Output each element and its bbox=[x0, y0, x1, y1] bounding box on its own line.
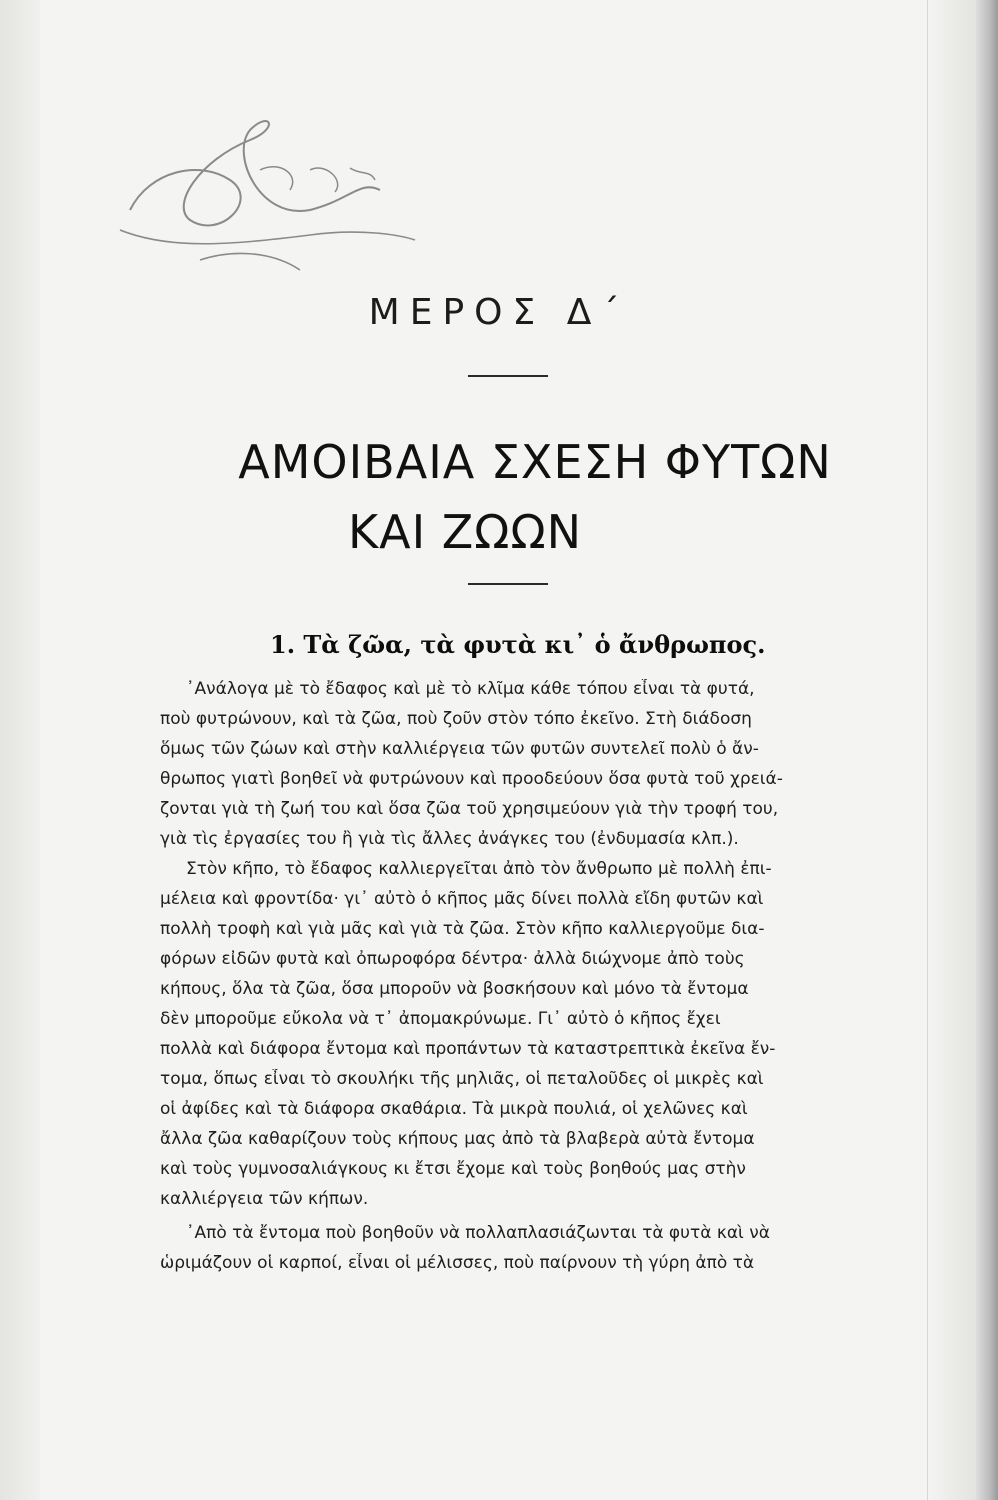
book-spine-edge bbox=[976, 0, 998, 1500]
body-line: κήπους, ὅλα τὰ ζῶα, ὅσα μποροῦν νὰ βοσκήσουν καὶ μόνο τὰ ἔντομα bbox=[160, 979, 749, 999]
body-line: πολλὴ τροφὴ καὶ γιὰ μᾶς καὶ γιὰ τὰ ζῶα. Στὸν κῆπο καλλιεργοῦμε δια- bbox=[160, 919, 765, 939]
divider-rule bbox=[468, 375, 548, 377]
body-line: ποὺ φυτρώνουν, καὶ τὰ ζῶα, ποὺ ζοῦν στὸν τόπο ἐκεῖνο. Στὴ διάδοση bbox=[160, 709, 752, 729]
body-line: ᾽Ανάλογα μὲ τὸ ἔδαφος καὶ μὲ τὸ κλῖμα κάθε τόπου εἶναι τὰ φυτά, bbox=[186, 679, 755, 699]
page-left-edge bbox=[0, 0, 40, 1500]
body-line: πολλὰ καὶ διάφορα ἔντομα καὶ προπάντων τὰ καταστρεπτικὰ ἐκεῖνα ἔν- bbox=[160, 1039, 776, 1059]
body-line: γιὰ τὶς ἐργασίες του ἢ γιὰ τὶς ἄλλες ἀνάγκες του (ἐνδυμασία κλπ.). bbox=[160, 829, 739, 849]
body-line: ὡριμάζουν οἱ καρποί, εἶναι οἱ μέλισσες, ποὺ παίρνουν τὴ γύρη ἀπὸ τὰ bbox=[160, 1253, 755, 1273]
body-line: ζονται γιὰ τὴ ζωή του καὶ ὅσα ζῶα τοῦ χρησιμεύουν γιὰ τὴν τροφή του, bbox=[160, 799, 779, 819]
body-line: θρωπος γιατὶ βοηθεῖ νὰ φυτρώνουν καὶ προοδεύουν ὅσα φυτὰ τοῦ χρειά- bbox=[160, 769, 783, 789]
main-title-line-1: ΑΜΟΙΒΑΙΑ ΣΧΕΣΗ ΦΥΤΩΝ bbox=[238, 435, 832, 489]
body-line: ὅμως τῶν ζώων καὶ στὴν καλλιέργεια τῶν φυτῶν συντελεῖ πολὺ ὁ ἄν- bbox=[160, 739, 759, 759]
body-line: ᾽Απὸ τὰ ἔντομα ποὺ βοηθοῦν νὰ πολλαπλασιάζωνται τὰ φυτὰ καὶ νὰ bbox=[186, 1223, 770, 1243]
body-line: μέλεια καὶ φροντίδα· γι᾽ αὐτὸ ὁ κῆπος μᾶς δίνει πολλὰ εἴδη φυτῶν καὶ bbox=[160, 889, 764, 909]
body-line: καλλιέργεια τῶν κήπων. bbox=[160, 1189, 369, 1209]
body-line: φόρων εἰδῶν φυτὰ καὶ ὀπωροφόρα δέντρα· ἀλλὰ διώχνομε ἀπὸ τοὺς bbox=[160, 949, 745, 969]
body-line: καὶ τοὺς γυμνοσαλιάγκους κι ἔτσι ἔχομε καὶ τοὺς βοηθούς μας στὴν bbox=[160, 1159, 746, 1179]
handwritten-signature bbox=[110, 100, 430, 290]
body-line: οἱ ἀφίδες καὶ τὰ διάφορα σκαθάρια. Τὰ μικρὰ πουλιά, οἱ χελῶνες καὶ bbox=[160, 1099, 748, 1119]
page-right-edge bbox=[927, 0, 978, 1500]
body-line: Στὸν κῆπο, τὸ ἔδαφος καλλιεργεῖται ἀπὸ τὸν ἄνθρωπο μὲ πολλὴ ἐπι- bbox=[186, 859, 772, 879]
body-line: ἄλλα ζῶα καθαρίζουν τοὺς κήπους μας ἀπὸ τὰ βλαβερὰ αὐτὰ ἔντομα bbox=[160, 1129, 755, 1149]
body-line: τομα, ὅπως εἶναι τὸ σκουλήκι τῆς μηλιᾶς, οἱ πεταλοῦδες οἱ μικρὲς καὶ bbox=[160, 1069, 764, 1089]
section-heading: 1. Τὰ ζῶα, τὰ φυτὰ κι᾽ ὁ ἄνθρωπος. bbox=[270, 630, 766, 659]
main-title-line-2: ΚΑΙ ΖΩΩΝ bbox=[347, 505, 583, 559]
divider-rule bbox=[468, 583, 548, 585]
body-line: δὲν μποροῦμε εὔκολα νὰ τ᾽ ἀπομακρύνωμε. Γι᾽ αὐτὸ ὁ κῆπος ἔχει bbox=[160, 1009, 721, 1029]
part-title: ΜΕΡΟΣ Δ΄ bbox=[368, 292, 630, 333]
